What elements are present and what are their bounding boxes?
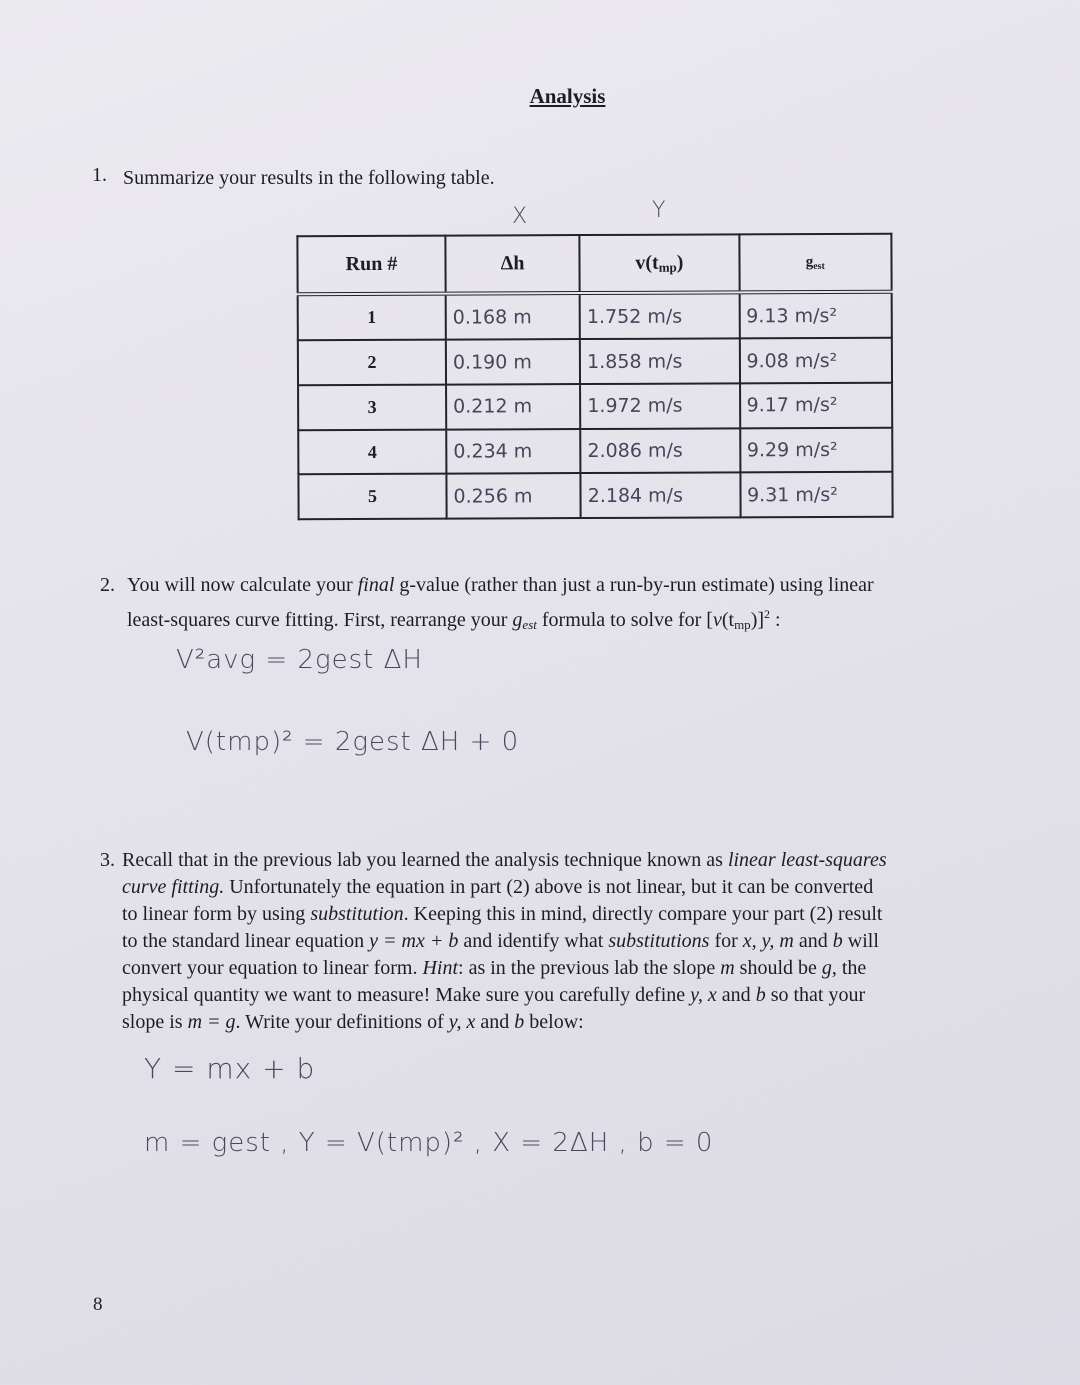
cell-velocity: 1.752 m/s xyxy=(580,292,740,339)
q3-text: . Keeping this in mind, directly compare your part (2) result xyxy=(403,903,883,925)
q3-var-b: b xyxy=(832,930,843,952)
q3-text: for xyxy=(709,930,743,952)
cell-run: 2 xyxy=(298,340,446,385)
q2-text: You will now calculate your xyxy=(127,574,358,596)
q2-t: (t xyxy=(721,609,735,631)
q2-squared: 2 xyxy=(764,607,771,621)
q2-close: )] xyxy=(750,609,765,631)
table-header-row xyxy=(297,234,891,295)
q3-text: and xyxy=(793,930,833,952)
q2-line-2 xyxy=(127,601,781,638)
q3-text: and xyxy=(716,984,756,1006)
q3-vars: y, x xyxy=(448,1011,476,1033)
q3-text: : as in the previous lab the slope xyxy=(458,957,721,979)
header-g-est xyxy=(739,234,892,293)
q3-vars: y, x xyxy=(690,984,717,1006)
cell-delta-h: 0.190 m xyxy=(446,340,580,385)
cell-g-est: 9.08 m/s² xyxy=(739,338,892,383)
q3-emphasis: substitution xyxy=(310,903,404,925)
q3-text: and identify what xyxy=(458,930,609,952)
q3-emphasis: Hint xyxy=(422,957,459,979)
q3-text: physical quantity we want to measure! Make sure you carefully define xyxy=(122,984,691,1006)
header-velocity-sub: mp xyxy=(658,259,677,275)
page-title: Analysis xyxy=(529,84,606,108)
q2-text: formula to solve for [ xyxy=(536,609,713,631)
header-g-sub: est xyxy=(813,260,825,272)
q3-text: below: xyxy=(524,1011,584,1033)
q3-text: to the standard linear equation xyxy=(122,930,370,952)
cell-run: 1 xyxy=(298,294,446,341)
q3-text: so that your xyxy=(765,984,866,1006)
q3-line-7 xyxy=(122,1009,584,1036)
table-row xyxy=(298,472,892,519)
cell-delta-h: 0.256 m xyxy=(446,473,580,518)
q3-line-1 xyxy=(122,847,887,874)
handwritten-answer-1: Y = mx + b xyxy=(144,1052,316,1085)
q2-g-sub: est xyxy=(522,617,537,632)
q3-line-6 xyxy=(122,982,865,1009)
q3-var-b: b xyxy=(514,1011,525,1033)
cell-run: 3 xyxy=(298,385,446,430)
header-g-main: g xyxy=(805,253,814,270)
cell-run: 5 xyxy=(298,474,446,519)
header-delta-h: Δh xyxy=(445,235,579,294)
cell-delta-h: 0.212 m xyxy=(446,384,580,429)
q3-text: will xyxy=(842,930,879,952)
q3-text: Recall that in the previous lab you learned the analysis technique known as xyxy=(122,849,728,871)
cell-g-est: 9.31 m/s² xyxy=(740,472,893,517)
q3-emphasis: linear least-squares xyxy=(727,849,887,871)
page-number: 8 xyxy=(93,1294,103,1315)
table-row xyxy=(298,292,892,341)
q3-number: 3. xyxy=(100,849,115,871)
cell-velocity: 2.184 m/s xyxy=(581,473,741,518)
header-run: Run # xyxy=(297,236,445,295)
cell-g-est: 9.29 m/s² xyxy=(740,427,893,472)
cell-velocity: 2.086 m/s xyxy=(580,428,740,473)
q3-text: to linear form by using xyxy=(122,903,311,925)
q3-emphasis: substitutions xyxy=(608,930,710,952)
results-table xyxy=(296,233,893,521)
q3-text: should be xyxy=(734,957,822,979)
q2-v: v xyxy=(712,609,722,631)
q2-text: : xyxy=(770,609,781,631)
annotation-y: Y xyxy=(652,198,667,223)
q3-emphasis: curve fitting. xyxy=(122,876,225,898)
handwritten-answer-2: m = gest , Y = V(tmp)² , X = 2ΔH , b = 0 xyxy=(144,1128,714,1158)
q2-t-sub: mp xyxy=(734,617,751,632)
handwritten-equation-2: V(tmp)² = 2gest ΔH + 0 xyxy=(186,727,520,757)
annotation-x: X xyxy=(512,204,529,229)
q3-equation: m = g xyxy=(187,1011,236,1033)
q3-text: convert your equation to linear form. xyxy=(122,957,423,979)
handwritten-equation-1: V²avg = 2gest ΔH xyxy=(176,645,423,675)
table-row xyxy=(298,338,892,385)
q3-text: slope is xyxy=(122,1011,188,1033)
q3-text: . Write your definitions of xyxy=(235,1011,449,1033)
cell-delta-h: 0.234 m xyxy=(446,429,580,474)
q3-line-3 xyxy=(122,901,882,928)
q3-vars: x, y, m xyxy=(742,930,794,952)
q2-line-1 xyxy=(127,572,874,599)
cell-velocity: 1.972 m/s xyxy=(580,383,740,428)
q3-text: Unfortunately the equation in part (2) above is not linear, but it can be converted xyxy=(224,876,874,898)
q3-var-g: g xyxy=(821,957,832,979)
q3-equation: y = mx + b xyxy=(369,930,459,952)
q3-text: and xyxy=(475,1011,515,1033)
cell-velocity: 1.858 m/s xyxy=(580,339,740,384)
cell-run: 4 xyxy=(298,429,446,474)
q3-var-b: b xyxy=(755,984,766,1006)
q3-line-2 xyxy=(122,874,873,901)
q1-number: 1. xyxy=(92,164,107,186)
cell-delta-h: 0.168 m xyxy=(446,293,580,340)
q3-text: , the xyxy=(831,957,867,979)
header-velocity xyxy=(580,234,740,293)
header-velocity-close: ) xyxy=(676,251,684,274)
q2-emphasis: final xyxy=(357,574,395,596)
q2-g: g xyxy=(512,609,523,631)
header-velocity-main: v(t xyxy=(635,251,659,274)
table-row xyxy=(298,383,892,430)
q3-var-m: m xyxy=(720,957,735,979)
q2-text: g-value (rather than just a run-by-run estimate) using linear xyxy=(394,574,874,596)
cell-g-est: 9.13 m/s² xyxy=(739,292,892,339)
q2-text: least-squares curve fitting. First, rearrange your xyxy=(127,609,513,631)
q3-line-5 xyxy=(122,955,866,982)
q1-text: Summarize your results in the following table. xyxy=(123,167,495,189)
cell-g-est: 9.17 m/s² xyxy=(740,383,893,428)
q2-number: 2. xyxy=(100,574,115,596)
table-row xyxy=(298,427,892,474)
q3-line-4 xyxy=(122,928,879,955)
